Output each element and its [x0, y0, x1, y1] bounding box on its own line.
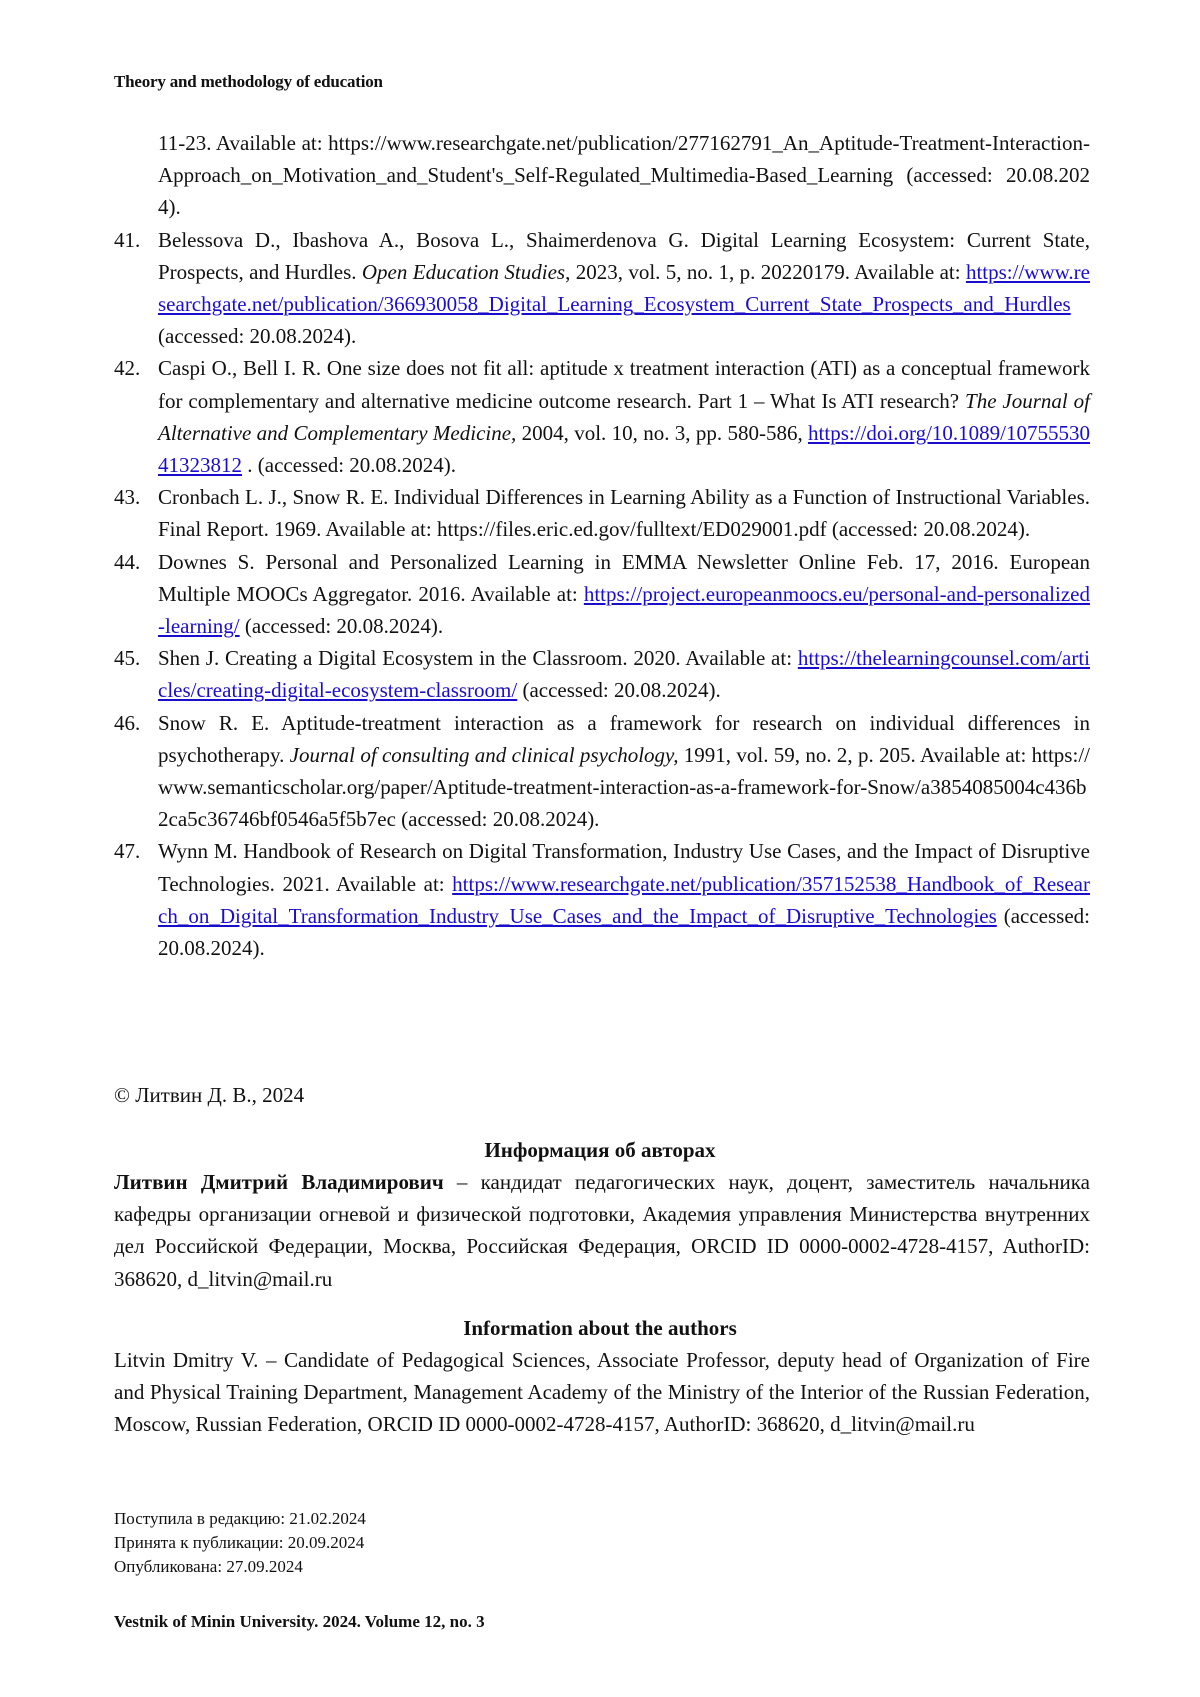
reference-text: Snow R. E. Aptitude-treatment interaction as a framework for research on individual differences in psychotherapy.: [158, 710, 1090, 767]
reference-accessed: (accessed: 20.08.2024).: [517, 678, 721, 703]
reference-item: [114, 481, 1090, 545]
reference-item: [114, 835, 1090, 964]
reference-item: [114, 707, 1090, 836]
reference-number: 45.: [114, 646, 141, 671]
reference-text: 1991, vol. 59, no. 2, p. 205. Available at: https://www.semanticscholar.org/paper/Aptitude-treatment-interaction-as-a-framework-for-Snow/a3854085004c436b2ca5c36746bf0546a5f5b7ec (accessed: 20.08.2024).: [158, 742, 1090, 832]
reference-text: Caspi O., Bell I. R. One size does not fit all: aptitude x treatment interaction (ATI) as a conceptual framework for complementary and alternative medicine outcome research. Part 1 – What Is ATI research?: [158, 356, 1090, 413]
reference-link[interactable]: https://thelearningcounsel.com/articles/creating-digital-ecosystem-classroom/: [158, 646, 1090, 703]
author-bio-ru: [114, 1166, 1090, 1295]
reference-text: Shen J. Creating a Digital Ecosystem in the Classroom. 2020. Available at:: [158, 646, 798, 671]
authors-info-title-ru: Информация об авторах: [484, 1138, 716, 1162]
date-received: Поступила в редакцию: 21.02.2024: [114, 1509, 366, 1528]
reference-item: [114, 642, 1090, 706]
reference-accessed: . (accessed: 20.08.2024).: [242, 453, 457, 478]
reference-link[interactable]: https://www.researchgate.net/publication/366930058_Digital_Learning_Ecosystem_Current_State_Prospects_and_Hurdles: [158, 259, 1090, 317]
reference-text: 11-23. Available at: https://www.researchgate.net/publication/277162791_An_Aptitude-Treatment-Interaction-Approach_on_Motivation_and_Student's_Self-Regulated_Multimedia-Based_Learning (accessed: 20.08.2024).: [158, 131, 1090, 220]
journal-footer: Vestnik of Minin University. 2024. Volume 12, no. 3: [114, 1612, 485, 1631]
journal-title: Journal of consulting and clinical psychology,: [289, 742, 679, 767]
reference-text: Downes S. Personal and Personalized Learning in EMMA Newsletter Online Feb. 17, 2016. European Multiple MOOCs Aggregator. 2016. Available at:: [158, 549, 1090, 606]
author-bio-en: [114, 1344, 1090, 1441]
reference-link[interactable]: https://www.researchgate.net/publication/357152538_Handbook_of_Research_on_Digital_Transformation_Industry_Use_Cases_and_the_Impact_of_Disruptive_Technologies: [158, 871, 1090, 928]
reference-item: [114, 224, 1090, 353]
reference-number: 44.: [114, 549, 141, 574]
reference-accessed: (accessed: 20.08.2024).: [239, 614, 444, 639]
reference-item: [114, 546, 1090, 643]
publication-dates: [114, 1507, 366, 1579]
reference-number: 43.: [114, 485, 141, 510]
reference-accessed: (accessed: 20.08.2024).: [158, 903, 1090, 961]
reference-number: 41.: [114, 227, 141, 252]
reference-text: , 2023, vol. 5, no. 1, p. 20220179. Available at:: [565, 259, 966, 284]
reference-text: Belessova D., Ibashova A., Bosova L., Shaimerdenova G. Digital Learning Ecosystem: Current State, Prospects, and Hurdles.: [158, 227, 1090, 284]
date-published: Опубликована: 27.09.2024: [114, 1557, 303, 1576]
reference-link[interactable]: https://project.europeanmoocs.eu/personal-and-personalized-learning/: [158, 581, 1090, 639]
reference-text: Cronbach L. J., Snow R. E. Individual Differences in Learning Ability as a Function of Instructional Variables. Final Report. 1969. Available at: https://files.eric.ed.gov/fulltext/ED029001.pdf (accessed: 20.08.2024).: [158, 485, 1090, 542]
reference-text: 2004, vol. 10, no. 3, pp. 580-586,: [516, 420, 809, 445]
date-accepted: Принята к публикации: 20.09.2024: [114, 1533, 365, 1552]
journal-title: The Journal of Alternative and Complementary Medicine,: [158, 388, 1091, 445]
reference-item: [114, 352, 1090, 481]
reference-number: 42.: [114, 356, 141, 381]
author-name: Литвин Дмитрий Владимирович: [114, 1170, 444, 1194]
reference-number: 47.: [114, 839, 141, 864]
reference-accessed: (accessed: 20.08.2024).: [158, 324, 357, 349]
reference-continuation: [114, 127, 1090, 224]
authors-info-title-en: Information about the authors: [463, 1316, 737, 1340]
reference-list: [114, 127, 1090, 964]
reference-text: Wynn M. Handbook of Research on Digital Transformation, Industry Use Cases, and the Impact of Disruptive Technologies. 2021. Available at:: [158, 839, 1090, 896]
author-description: Litvin Dmitry V. – Candidate of Pedagogical Sciences, Associate Professor, deputy head of Organization of Fire and Physical Training Department, Management Academy of the Ministry of the Interior of the Russian Federation, Moscow, Russian Federation, ORCID ID 0000-0002-4728-4157, AuthorID: 368620, d_litvin@mail.ru: [114, 1348, 1090, 1437]
reference-number: 46.: [114, 710, 141, 735]
running-header: Theory and methodology of education: [114, 72, 383, 91]
copyright-notice: © Литвин Д. В., 2024: [114, 1083, 305, 1107]
reference-link[interactable]: https://doi.org/10.1089/1075553041323812: [158, 420, 1090, 478]
journal-title: Open Education Studies: [361, 259, 566, 284]
author-description: – кандидат педагогических наук, доцент, заместитель начальника кафедры организации огневой и физической подготовки, Академия управления Министерства внутренних дел Российской Федерации, Москва, Российская Федерация, ORCID ID 0000-0002-4728-4157, AuthorID: 368620, d_litvin@mail.ru: [114, 1170, 1090, 1291]
